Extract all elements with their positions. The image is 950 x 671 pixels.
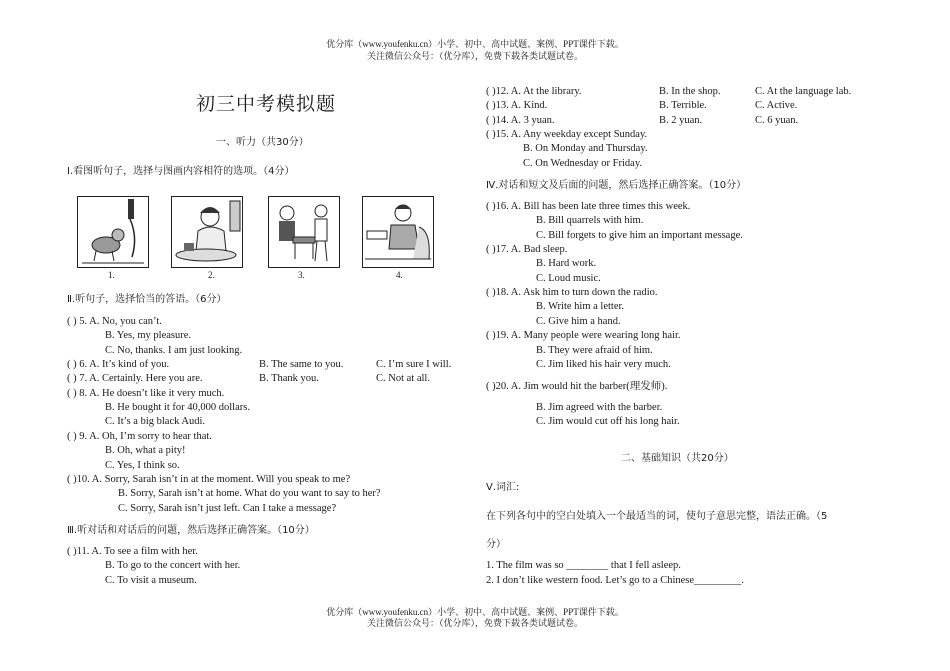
- q7-option-c: C. Not at all.: [376, 373, 430, 384]
- picture-2-woman-table: [171, 196, 243, 268]
- q8-option-b: B. He bought it for 40,000 dollars.: [105, 402, 250, 413]
- q7-option-a: ( ) 7. A. Certainly. Here you are.: [67, 373, 203, 384]
- q13-option-b: B. Terrible.: [659, 100, 707, 111]
- q18-option-c: C. Give him a hand.: [536, 316, 621, 327]
- q18-option-a: ( )18. A. Ask him to turn down the radio.: [486, 287, 658, 298]
- picture-3-label: 3.: [298, 270, 305, 280]
- q17-option-b: B. Hard work.: [536, 258, 597, 269]
- q14-option-b: B. 2 yuan.: [659, 115, 703, 126]
- q19-option-c: C. Jim liked his hair very much.: [536, 359, 671, 370]
- q13-option-c: C. Active.: [755, 100, 798, 111]
- q6-option-a: ( ) 6. A. It’s kind of you.: [67, 359, 170, 370]
- q6-option-b: B. The same to you.: [259, 359, 344, 370]
- q8-option-c: C. It’s a big black Audi.: [105, 416, 206, 427]
- picture-4-person-sofa: [362, 196, 434, 268]
- q9-option-a: ( ) 9. A. Oh, I’m sorry to hear that.: [67, 431, 212, 442]
- q9-option-b: B. Oh, what a pity!: [105, 445, 186, 456]
- part1-instruction: Ⅰ.看图听句子，选择与图画内容相符的选项。（4分）: [67, 166, 295, 177]
- vocab-item-2: 2. I don’t like western food. Let’s go to a Chinese_________.: [486, 575, 744, 586]
- picture-1-dog-phone: [77, 196, 149, 268]
- q7-option-b: B. Thank you.: [259, 373, 319, 384]
- picture-4-label: 4.: [396, 270, 403, 280]
- q14-option-a: ( )14. A. 3 yuan.: [486, 115, 555, 126]
- footer-line-2: 关注微信公众号：（优分库），免费下载各类试题试卷。: [366, 618, 583, 628]
- q5-option-b: B. Yes, my pleasure.: [105, 330, 192, 341]
- vocab-item-1: 1. The film was so ________ that I fell asleep.: [486, 560, 681, 571]
- q13-option-a: ( )13. A. Kind.: [486, 100, 548, 111]
- q10-option-c: C. Sorry, Sarah isn’t just left. Can I take a message?: [118, 503, 337, 514]
- q10-option-a: ( )10. A. Sorry, Sarah isn’t in at the moment. Will you speak to me?: [67, 474, 351, 485]
- q20-option-c: C. Jim would cut off his long hair.: [536, 416, 680, 427]
- q12-option-a: ( )12. A. At the library.: [486, 86, 582, 97]
- footer-line-1: 优分库（www.youfenku.cn）小学、初中、高中试题、案例、PPT课件下载。: [326, 607, 624, 617]
- q11-option-c: C. To visit a museum.: [105, 575, 197, 586]
- q16-option-b: B. Bill quarrels with him.: [536, 215, 644, 226]
- q9-option-c: C. Yes, I think so.: [105, 460, 180, 471]
- q15-option-c: C. On Wednesday or Friday.: [523, 158, 643, 169]
- picture-1-label: 1.: [108, 270, 115, 280]
- q19-option-b: B. They were afraid of him.: [536, 345, 653, 356]
- q8-option-a: ( ) 8. A. He doesn’t like it very much.: [67, 388, 225, 399]
- part5-direction-line1: 在下列各句中的空白处填入一个最适当的词，使句子意思完整，语法正确。（5: [486, 511, 828, 522]
- q5-option-c: C. No, thanks. I am just looking.: [105, 345, 243, 356]
- part5-instruction: Ⅴ.词汇:: [486, 482, 520, 493]
- q20-option-b: B. Jim agreed with the barber.: [536, 402, 663, 413]
- q14-option-c: C. 6 yuan.: [755, 115, 799, 126]
- picture-3-two-people: [268, 196, 340, 268]
- q12-option-b: B. In the shop.: [659, 86, 721, 97]
- q10-option-b: B. Sorry, Sarah isn’t at home. What do you want to say to her?: [118, 488, 381, 499]
- q12-option-c: C. At the language lab.: [755, 86, 852, 97]
- q11-option-b: B. To go to the concert with her.: [105, 560, 241, 571]
- q16-option-c: C. Bill forgets to give him an important message.: [536, 230, 743, 241]
- q18-option-b: B. Write him a letter.: [536, 301, 625, 312]
- section1-heading: 一、听力（共30分）: [216, 137, 309, 148]
- q5-option-a: ( ) 5. A. No, you can’t.: [67, 316, 162, 327]
- page-title: 初三中考模拟题: [196, 93, 337, 115]
- q17-option-c: C. Loud music.: [536, 273, 601, 284]
- picture-2-label: 2.: [208, 270, 215, 280]
- q15-option-a: ( )15. A. Any weekday except Sunday.: [486, 129, 648, 140]
- part5-direction-line2: 分）: [486, 539, 506, 550]
- q11-option-a: ( )11. A. To see a film with her.: [67, 546, 198, 557]
- q6-option-c: C. I’m sure I will.: [376, 359, 452, 370]
- q17-option-a: ( )17. A. Bad sleep.: [486, 244, 568, 255]
- q19-option-a: ( )19. A. Many people were wearing long hair.: [486, 330, 681, 341]
- part4-instruction: Ⅳ.对话和短文及后面的问题，然后选择正确答案。（10分）: [486, 180, 747, 191]
- part2-instruction: Ⅱ.听句子，选择恰当的答语。（6分）: [67, 294, 227, 305]
- header-line-2: 关注微信公众号：（优分库），免费下载各类试题试卷。: [366, 51, 583, 61]
- header-line-1: 优分库（www.youfenku.cn）小学、初中、高中试题、案例、PPT课件下载。: [326, 39, 624, 49]
- q15-option-b: B. On Monday and Thursday.: [523, 143, 648, 154]
- section2-heading: 二、基础知识（共20分）: [621, 453, 734, 464]
- part3-instruction: Ⅲ.听对话和对话后的问题，然后选择正确答案。（10分）: [67, 525, 315, 536]
- q20-option-a: ( )20. A. Jim would hit the barber(理发师).: [486, 381, 668, 392]
- q16-option-a: ( )16. A. Bill has been late three times this week.: [486, 201, 691, 212]
